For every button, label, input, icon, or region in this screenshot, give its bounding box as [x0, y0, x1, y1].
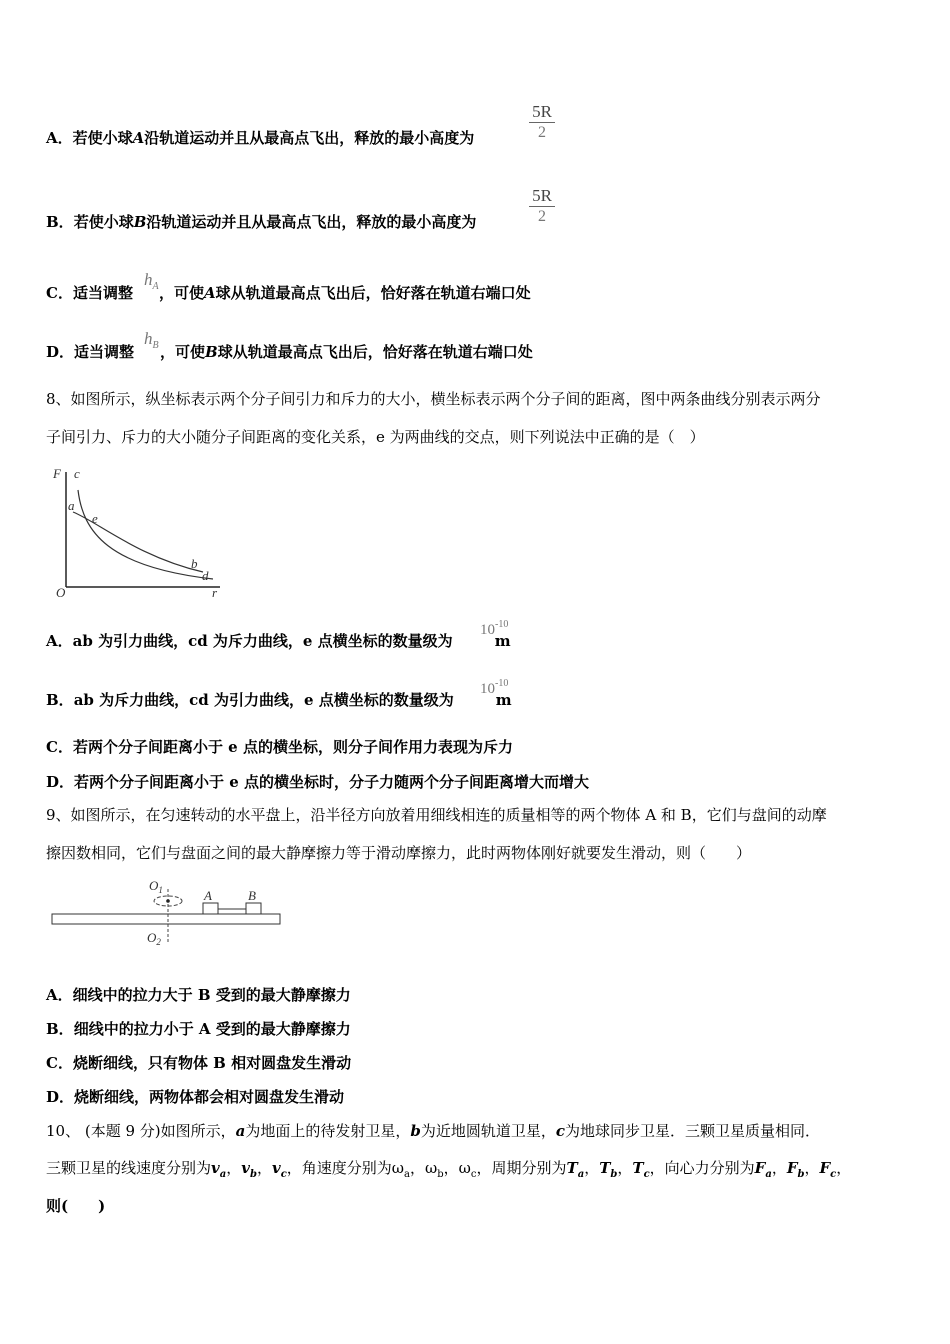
q10-stem-line-3: 则( ): [46, 1197, 106, 1215]
q7-d-math-h: [144, 329, 159, 351]
q10-stem-line-1: [46, 1121, 820, 1141]
math-symbol: h: [144, 270, 153, 289]
var-tb: $T_b$: [599, 1159, 618, 1180]
q7-option-c: [46, 283, 531, 303]
label-e: e: [92, 511, 98, 526]
label-d: d: [202, 568, 209, 583]
q8-force-graph: [48, 462, 228, 604]
power-exponent: -10: [495, 678, 509, 689]
x-axis-label: r: [212, 585, 218, 600]
option-label: C．: [46, 1054, 73, 1072]
block-a: [203, 903, 218, 914]
y-axis-label: F: [53, 466, 61, 481]
label-a: a: [68, 498, 75, 513]
q9-turntable-diagram: [48, 875, 288, 950]
option-label: D．: [46, 773, 75, 791]
var-fb: $F_b$: [786, 1159, 805, 1180]
q9-option-b: [46, 1019, 351, 1039]
separator: ，: [410, 1159, 426, 1177]
q7-c-math-h: [144, 270, 159, 292]
fraction-numerator: 5R: [529, 186, 555, 207]
option-label: C．: [46, 284, 73, 302]
option-label: D．: [46, 1088, 75, 1106]
math-subscript: A: [152, 281, 159, 292]
var-ta: $T_a$: [566, 1159, 585, 1180]
variable: a: [235, 1122, 246, 1140]
label-o1: $O_1$: [149, 878, 163, 895]
option-text: 若使小球: [72, 129, 133, 147]
option-text: 细线中的拉力大于 B 受到的最大静摩擦力: [72, 986, 351, 1004]
q9-stem-line-1: 9、如图所示，在匀速转动的水平盘上，沿半径方向放着用细线相连的质量相等的两个物体 A 和 B，它们与盘间的动摩: [46, 806, 827, 824]
option-text: ，可使: [158, 284, 204, 302]
q8-b-power: [480, 678, 508, 698]
q8-option-d: [46, 772, 589, 792]
origin-label: O: [56, 585, 66, 600]
option-label: A．: [46, 986, 73, 1004]
power-base: 10: [480, 622, 495, 638]
label-b: B: [248, 888, 256, 903]
q8-option-c: [46, 737, 513, 757]
stem-text: 为近地圆轨道卫星，: [420, 1122, 556, 1140]
q8-a-power: [480, 619, 508, 639]
q7-a-fraction: [529, 102, 555, 143]
q7-option-a: [46, 128, 474, 148]
math-symbol: h: [144, 329, 153, 348]
separator: ，: [804, 1159, 820, 1177]
option-text: 烧断细线，只有物体 B 相对圆盘发生滑动: [72, 1054, 352, 1072]
option-label: B．: [46, 1020, 74, 1038]
q8-stem-line-1: 8、如图所示，纵坐标表示两个分子间引力和斥力的大小，横坐标表示两个分子间的距离，图中两条曲线分别表示两分: [46, 390, 821, 408]
unit: m: [494, 632, 511, 650]
unit: m: [495, 691, 512, 709]
separator: ，: [584, 1159, 600, 1177]
option-text: 沿轨道运动并且从最高点飞出，释放的最小高度为: [144, 129, 475, 147]
q7-option-b: [46, 212, 476, 232]
option-text: 若两个分子间距离小于 e 点的横坐标时，分子力随两个分子间距离增大而增大: [74, 773, 590, 791]
stem-text: ，向心力分别为: [649, 1159, 755, 1177]
fraction-denominator: 2: [538, 208, 546, 225]
option-text: 球从轨道最高点飞出后，恰好落在轨道右端口处: [217, 343, 533, 361]
q9-option-d: [46, 1087, 344, 1107]
option-text: ab 为斥力曲线，cd 为引力曲线，e 点横坐标的数量级为: [73, 691, 454, 709]
var-fc: $F_c$: [819, 1159, 837, 1180]
option-text: 球从轨道最高点飞出后，恰好落在轨道右端口处: [215, 284, 531, 302]
axis-point: [166, 899, 170, 903]
option-text: 适当调整: [72, 284, 133, 302]
variable: B: [205, 343, 218, 361]
stem-text: ，角速度分别为: [286, 1159, 392, 1177]
label-o2: $O_2$: [147, 930, 161, 947]
variable: B: [133, 213, 147, 231]
q9-option-c: [46, 1053, 351, 1073]
stem-text: 三颗卫星的线速度分别为: [46, 1159, 212, 1177]
q9-stem-line-2: 擦因数相同，它们与盘面之间的最大静摩擦力等于滑动摩擦力，此时两物体刚好就要发生滑动，则（ ）: [46, 844, 752, 862]
var-tc: $T_c$: [632, 1159, 650, 1180]
separator: ，: [226, 1159, 242, 1177]
option-label: A．: [46, 632, 73, 650]
var-vb: $v_b$: [241, 1159, 257, 1180]
q8-option-b: [46, 690, 512, 710]
var-wa: $\omega_a$: [391, 1159, 410, 1180]
q7-b-fraction: [529, 186, 555, 227]
stem-text: 10、 (本题 9 分)如图所示，: [46, 1122, 236, 1140]
option-text: ，可使: [160, 343, 206, 361]
option-label: C．: [46, 738, 73, 756]
label-c: c: [74, 466, 80, 481]
power-base: 10: [480, 681, 495, 697]
block-b: [246, 903, 261, 914]
math-subscript: B: [152, 340, 159, 351]
separator: ，: [443, 1159, 459, 1177]
variable: A: [203, 284, 216, 302]
variable: b: [410, 1122, 421, 1140]
label-b: b: [191, 556, 198, 571]
q8-option-a: [46, 631, 511, 651]
separator: ，: [256, 1159, 272, 1177]
var-wb: $\omega_b$: [425, 1159, 444, 1180]
separator: ，: [771, 1159, 787, 1177]
label-a: A: [204, 888, 212, 903]
variable: A: [132, 129, 145, 147]
stem-text: 为地面上的待发射卫星，: [245, 1122, 411, 1140]
separator: ，: [836, 1159, 852, 1177]
option-label: B．: [46, 691, 74, 709]
q9-option-a: [46, 985, 351, 1005]
var-wc: $\omega_c$: [458, 1159, 477, 1180]
q10-stem-line-2: [46, 1158, 851, 1185]
separator: ，: [617, 1159, 633, 1177]
option-text: 沿轨道运动并且从最高点飞出，释放的最小高度为: [146, 213, 477, 231]
option-text: 若使小球: [73, 213, 134, 231]
option-text: 细线中的拉力小于 A 受到的最大静摩擦力: [73, 1020, 351, 1038]
turntable: [52, 914, 280, 924]
option-text: 烧断细线，两物体都会相对圆盘发生滑动: [74, 1088, 345, 1106]
var-va: $v_a$: [211, 1159, 227, 1180]
option-label: B．: [46, 213, 74, 231]
var-fa: $F_a$: [754, 1159, 772, 1180]
option-text: 适当调整: [74, 343, 135, 361]
fraction-numerator: 5R: [529, 102, 555, 123]
q7-option-d: [46, 342, 533, 362]
option-text: ab 为引力曲线，cd 为斥力曲线，e 点横坐标的数量级为: [72, 632, 453, 650]
fraction-denominator: 2: [538, 124, 546, 141]
var-vc: $v_c$: [271, 1159, 287, 1180]
stem-text: 为地球同步卫星．三颗卫星质量相同．: [565, 1122, 821, 1140]
option-text: 若两个分子间距离小于 e 点的横坐标，则分子间作用力表现为斥力: [72, 738, 513, 756]
option-label: A．: [46, 129, 73, 147]
q8-stem-line-2: 子间引力、斥力的大小随分子间距离的变化关系，e 为两曲线的交点，则下列说法中正确的是（ ）: [46, 428, 705, 446]
variable: c: [555, 1122, 566, 1140]
option-label: D．: [46, 343, 75, 361]
power-exponent: -10: [495, 619, 509, 630]
stem-text: ，周期分别为: [476, 1159, 567, 1177]
